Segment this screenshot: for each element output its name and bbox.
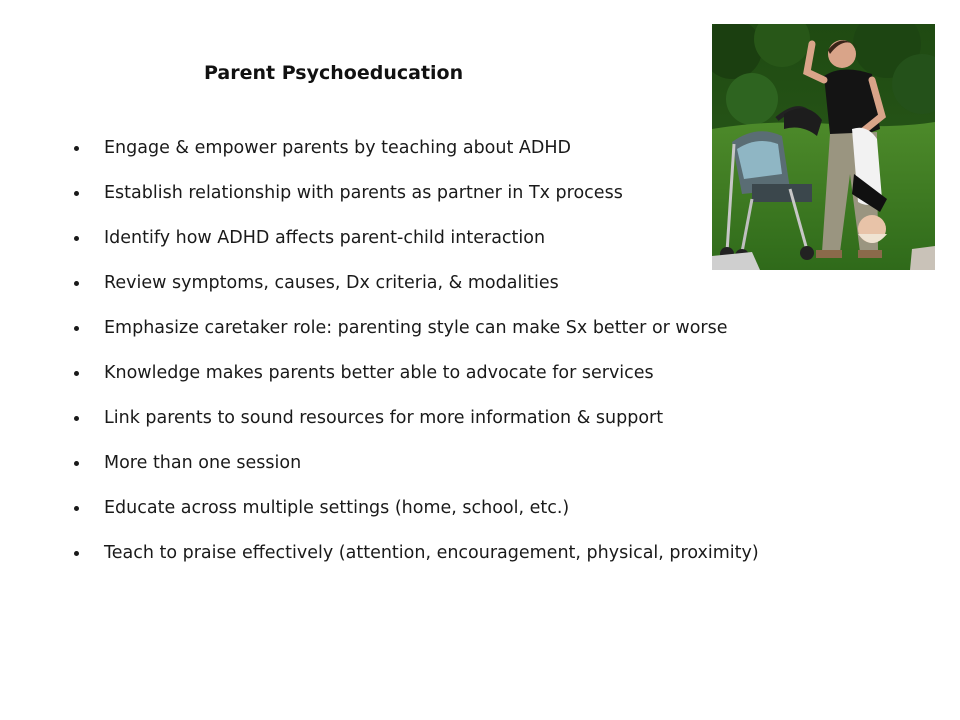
bullet-item	[74, 450, 759, 495]
bullet-dot-icon	[74, 371, 79, 376]
bullet-item	[74, 180, 759, 225]
bullet-text: Establish relationship with parents as partner in Tx process	[104, 183, 623, 203]
bullet-text: Educate across multiple settings (home, school, etc.)	[104, 498, 570, 518]
bullet-dot-icon	[74, 191, 79, 196]
bullet-item	[74, 315, 759, 360]
bullet-text: More than one session	[104, 453, 302, 473]
parent-child-photo	[712, 24, 935, 270]
bullet-dot-icon	[74, 551, 79, 556]
bullet-item	[74, 540, 759, 585]
bullet-dot-icon	[74, 461, 79, 466]
bullet-text: Emphasize caretaker role: parenting style can make Sx better or worse	[104, 318, 728, 338]
bullet-dot-icon	[74, 326, 79, 331]
bullet-text: Identify how ADHD affects parent-child interaction	[104, 228, 546, 248]
slide-title: Parent Psychoeducation	[204, 62, 464, 84]
photo-illustration	[712, 24, 935, 270]
bullet-dot-icon	[74, 236, 79, 241]
bullet-dot-icon	[74, 281, 79, 286]
bullet-item	[74, 225, 759, 270]
bullet-item	[74, 135, 759, 180]
bullet-text: Review symptoms, causes, Dx criteria, & modalities	[104, 273, 559, 293]
bullet-list	[74, 135, 759, 585]
bullet-dot-icon	[74, 146, 79, 151]
bullet-text: Link parents to sound resources for more information & support	[104, 408, 664, 428]
bullet-text: Teach to praise effectively (attention, encouragement, physical, proximity)	[104, 543, 759, 563]
bullet-item	[74, 495, 759, 540]
bullet-text: Knowledge makes parents better able to advocate for services	[104, 363, 654, 383]
bullet-text: Engage & empower parents by teaching about ADHD	[104, 138, 571, 158]
bullet-dot-icon	[74, 416, 79, 421]
bullet-item	[74, 270, 759, 315]
bullet-item	[74, 405, 759, 450]
bullet-dot-icon	[74, 506, 79, 511]
bullet-item	[74, 360, 759, 405]
